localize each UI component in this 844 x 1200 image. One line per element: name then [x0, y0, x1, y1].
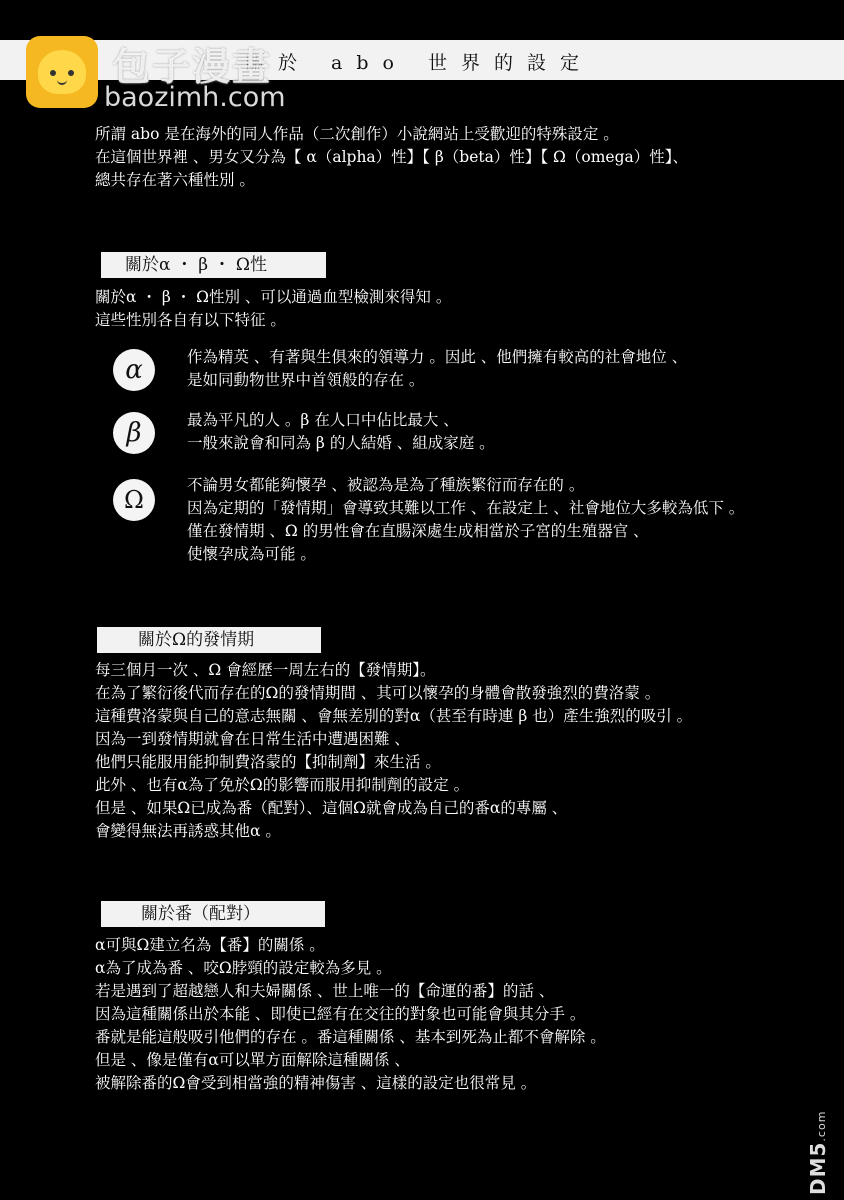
types-intro-line: 關於α ・ β ・ Ω性別 、可以通過血型檢測來得知 。	[95, 288, 452, 306]
omega-symbol-icon: Ω	[113, 479, 155, 521]
mate-line: α為了成為番 、咬Ω脖頸的設定較為多見 。	[95, 959, 392, 977]
beta-line: 一般來說會和同為 β 的人結婚 、組成家庭 。	[187, 434, 495, 452]
omega-line: 僅在發情期 、Ω 的男性會在直腸深處生成相當於子宮的生殖器官 、	[187, 522, 649, 540]
intro-line: 在這個世界裡 、男女又分為【 α（alpha）性】【 β（beta）性】【 Ω（omega）性】、	[95, 148, 689, 166]
bun-mascot-icon	[26, 36, 98, 108]
heat-line: 在為了繁衍後代而存在的Ω的發情期間 、其可以懷孕的身體會散發強烈的費洛蒙 。	[95, 684, 661, 702]
page-title: 關於 abo 世界的設定	[245, 52, 594, 74]
beta-symbol-icon: β	[113, 412, 155, 454]
alpha-line: 作為精英 、有著與生俱來的領導力 。因此 、他們擁有較高的社會地位 、	[187, 348, 688, 366]
heat-line: 因為一到發情期就會在日常生活中遭遇困難 、	[95, 730, 410, 748]
dm5-watermark	[806, 1085, 830, 1195]
alpha-symbol-icon: α	[113, 349, 155, 391]
alpha-description	[187, 346, 687, 392]
section-heading-types: 關於α ・ β ・ Ω性	[101, 252, 326, 278]
site-logo[interactable]	[24, 36, 324, 116]
mate-line: 因為這種關係出於本能 、即使已經有在交往的對象也可能會與其分手 。	[95, 1005, 586, 1023]
intro-line: 總共存在著六種性別 。	[95, 171, 255, 189]
intro-line: 所謂 abo 是在海外的同人作品（二次創作）小說網站上受歡迎的特殊設定 。	[95, 125, 619, 143]
omega-line: 使懷孕成為可能 。	[187, 545, 316, 563]
mate-line: α可與Ω建立名為【番】的關係 。	[95, 936, 325, 954]
omega-line: 不論男女都能夠懷孕 、被認為是為了種族繁衍而存在的 。	[187, 476, 585, 494]
omega-description	[187, 474, 744, 566]
heat-line: 這種費洛蒙與自己的意志無關 、會無差別的對α（甚至有時連 β 也）產生強烈的吸引 。	[95, 707, 693, 725]
intro-paragraph	[95, 123, 688, 192]
types-intro-line: 這些性別各自有以下特征 。	[95, 311, 286, 329]
omega-line: 因為定期的「發情期」會導致其難以工作 、在設定上 、社會地位大多較為低下 。	[187, 499, 745, 517]
heat-line: 他們只能服用能抑制費洛蒙的【抑制劑】來生活 。	[95, 753, 441, 771]
logo-url: baozimh.com	[104, 82, 286, 113]
heat-paragraph	[95, 659, 692, 843]
mate-line: 番就是能這般吸引他們的存在 。番這種關係 、基本到死為止都不會解除 。	[95, 1028, 606, 1046]
mate-paragraph	[95, 934, 606, 1095]
heat-line: 但是 、如果Ω已成為番（配對）、這個Ω就會成為自己的番α的專屬 、	[95, 799, 568, 817]
section-heading-heat: 關於Ω的發情期	[97, 627, 321, 653]
alpha-line: 是如同動物世界中首領般的存在 。	[187, 371, 425, 389]
mate-line: 被解除番的Ω會受到相當強的精神傷害 、這樣的設定也很常見 。	[95, 1074, 537, 1092]
logo-name: 包子漫畫	[112, 45, 273, 89]
watermark-brand: DM5	[806, 1141, 830, 1195]
mate-line: 若是遇到了超越戀人和夫婦關係 、世上唯一的【命運的番】的話 、	[95, 982, 555, 1000]
beta-description	[187, 409, 495, 455]
section-heading-mate: 關於番（配對）	[101, 901, 325, 927]
heat-line: 會變得無法再誘惑其他α 。	[95, 822, 281, 840]
types-intro-paragraph	[95, 286, 451, 332]
heat-line: 每三個月一次 、Ω 會經歷一周左右的【發情期】。	[95, 661, 436, 679]
heat-line: 此外 、也有α為了免於Ω的影響而服用抑制劑的設定 。	[95, 776, 470, 794]
beta-line: 最為平凡的人 。β 在人口中佔比最大 、	[187, 411, 459, 429]
mate-line: 但是 、像是僅有α可以單方面解除這種關係 、	[95, 1051, 410, 1069]
watermark-suffix: .com	[815, 1110, 828, 1142]
